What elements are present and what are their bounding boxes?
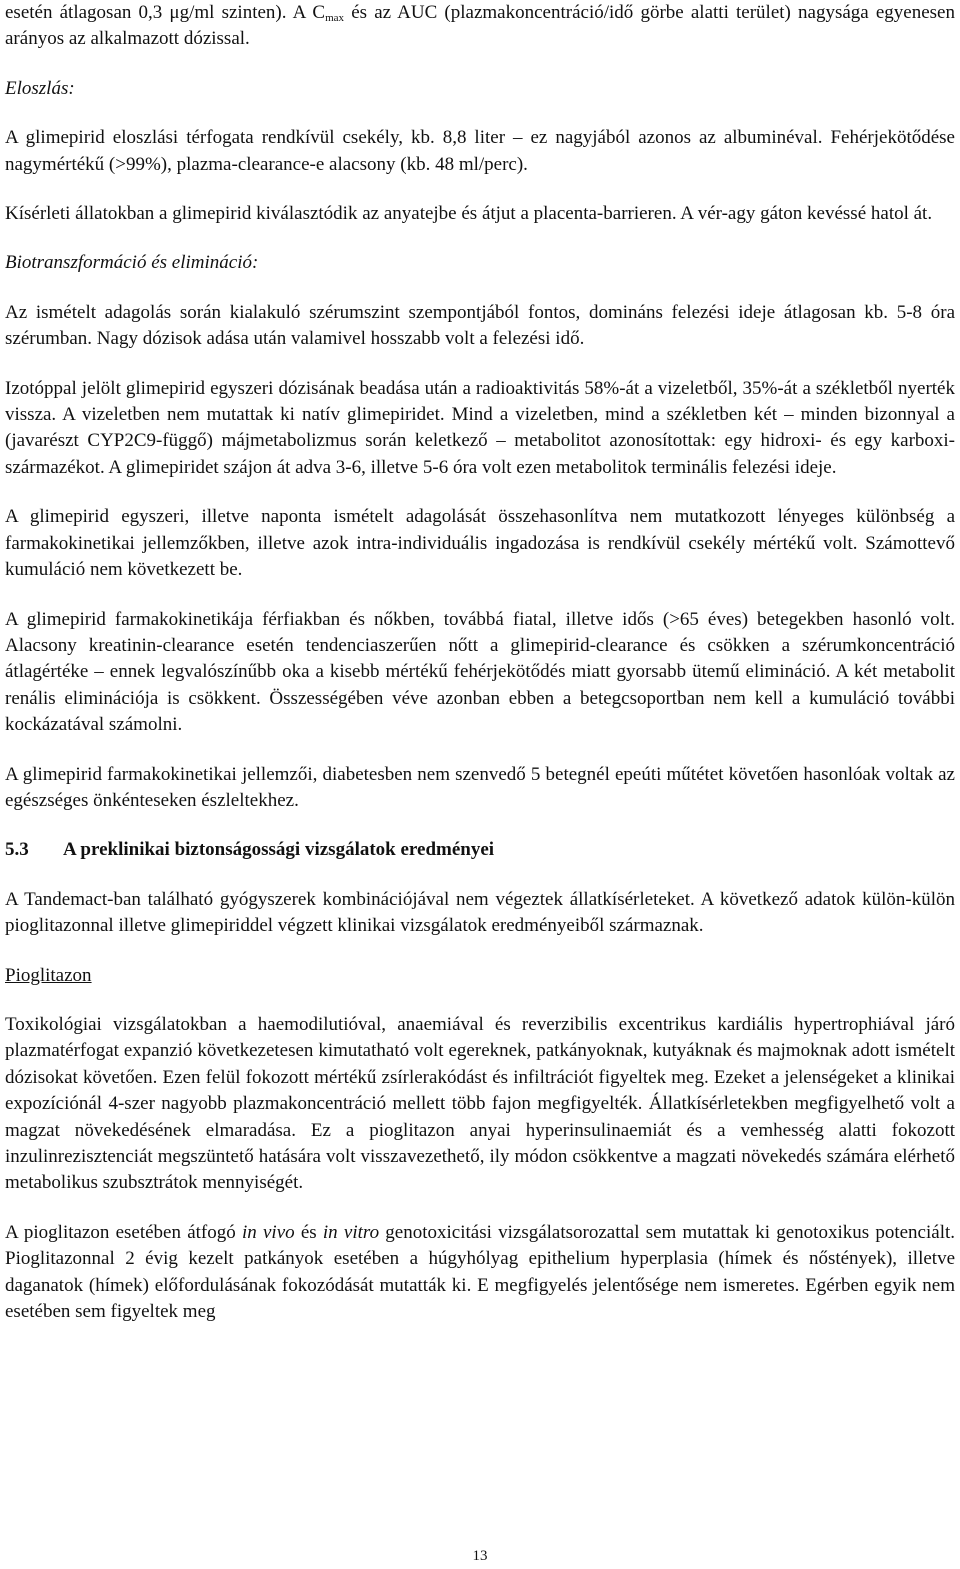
pio-p2-text-c: genotoxicitási vizsgálatsorozattal sem mutattak ki genotoxikus potenciált. Pioglitazonnal 2 évig kezelt patkányok esetében a húgyhólyag epithelium hyperplasia (hímek és nőstények), illetve daganatok (hímek) előfordulásának fokozódását mutatták ki. E megfigyelés jelentősége nem ismeretes. Egérben egyik nem esetében sem figyeltek meg <box>5 1221 956 1323</box>
biotranszformacio-heading: Biotranszformáció és elimináció: <box>5 252 259 274</box>
in-vivo-term: in vivo <box>241 1221 295 1243</box>
bio-paragraph-3: A glimepirid egyszeri, illetve naponta ismételt adagolását összehasonlítva nem mutatkozott lényeges különbség a farmakokinetikai jellemzőkben, illetve azok intra-individuális ingadozása is rendkívül csekély mértékű volt. Számottevő kumuláció nem következett be. <box>5 506 955 581</box>
page-number: 13 <box>472 1548 488 1564</box>
document-page <box>5 0 955 1325</box>
bio-paragraph-1: Az ismételt adagolás során kialakuló szérumszint szempontjából fontos, domináns felezési ideje átlagosan kb. 5-8 óra szérumban. Nagy dózisok adása után valamivel hosszabb volt a felezési idő. <box>5 301 955 350</box>
in-vitro-term: in vitro <box>322 1221 380 1243</box>
pio-p2-text-b: és <box>294 1221 323 1243</box>
intro-paragraph <box>5 0 955 53</box>
pio-p2-text-a: A pioglitazon esetében átfogó <box>5 1221 242 1243</box>
section-heading <box>5 837 955 863</box>
intro-text-a: esetén átlagosan 0,3 μg/ml szinten). A C <box>5 2 326 23</box>
cmax-subscript: max <box>325 12 345 24</box>
section-number: 5.3 <box>5 839 29 861</box>
pioglitazon-paragraph-1: Toxikológiai vizsgálatokban a haemodilutióval, anaemiával és reverzibilis excentrikus kardiális hypertrophiával járó plazmatérfogat expanzió következetesen kimutatható volt egereknek, patkányoknak, kutyáknak és majmoknak adott ismételt dózisokat követően. Ezen felül fokozott mértékű zsírlerakódást és infiltrációt figyeltek meg. Ezeket a jelenségeket a klinikai expozíciónál 4-szer nagyobb plazmakoncentráció mellett több fajon megfigyelték. Állatkísérletekben megfigyelhető volt a magzat növekedésének elmaradása. Ez a pioglitazon anyai hyperinsulinaemiát és a vemhesség alatti fokozott inzulinrezisztenciát megszüntető hatására volt visszavezethető, ily módon csökkentve a magzati növekedés számára elérhető metabolikus szubsztrátok mennyiségét. <box>5 1013 955 1194</box>
bio-paragraph-5: A glimepirid farmakokinetikai jellemzői, diabetesben nem szenvedő 5 betegnél epeúti műtétet követően hasonlóak voltak az egészséges önkénteseken észleltekhez. <box>5 763 955 811</box>
eloszlas-heading: Eloszlás: <box>5 77 75 99</box>
bio-paragraph-2: Izotóppal jelölt glimepirid egyszeri dózisának beadása után a radioaktivitás 58%-át a vizeletből, 35%-át a székletből nyerték vissza. A vizeletben nem mutattak ki natív glimepiridet. Mind a vizeletben, mind a székletben két – minden bizonnyal a (javarészt CYP2C9-függő) májmetabolizmus során keletkező – metabolitot azonosítottak: egy hidroxi- és egy karboxi-származékot. A glimepiridet szájon át adva 3-6, illetve 5-6 óra volt ezen metabolitok terminális felezési ideje. <box>5 377 955 478</box>
eloszlas-paragraph-1: A glimepirid eloszlási térfogata rendkívül csekély, kb. 8,8 liter – ez nagyjából azonos az albuminéval. Fehérjekötődése nagymértékű (>99%), plazma-clearance-e alacsony (kb. 48 ml/perc). <box>5 127 955 175</box>
eloszlas-paragraph-2: Kísérleti állatokban a glimepirid kiválasztódik az anyatejbe és átjut a placenta-barrieren. A vér-agy gáton kevéssé hatol át. <box>5 203 933 225</box>
pioglitazon-paragraph-2 <box>5 1220 955 1326</box>
intro-text-b: és az AUC (plazmakoncentráció/idő görbe alatti terület) nagysága egyenesen arányos az alkalmazott dózissal. <box>5 2 955 50</box>
bio-paragraph-4: A glimepirid farmakokinetikája férfiakban és nőkben, továbbá fiatal, illetve idős (>65 éves) betegekben hasonló volt. Alacsony kreatinin-clearance esetén tendenciaszerűen nőtt a glimepirid-clearance és csökken a szérumkoncentráció átlagértéke – ennek legvalószínűbb oka a kisebb mértékű fehérjekötődés miatt gyorsabb ütemű elimináció. A két metabolit renális eliminációja is csökkent. Összességében véve azonban ebben a betegcsoportban nem kell a kumuláció további kockázatával számolni. <box>5 608 955 736</box>
section-paragraph-1: A Tandemact-ban található gyógyszerek kombinációjával nem végeztek állatkísérleteket. A következő adatok külön-külön pioglitazonnal illetve glimepiriddel végzett klinikai vizsgálatok eredményeiből származnak. <box>5 888 955 937</box>
pioglitazon-heading: Pioglitazon <box>5 964 92 986</box>
section-title: A preklinikai biztonságossági vizsgálatok eredményei <box>63 839 495 861</box>
